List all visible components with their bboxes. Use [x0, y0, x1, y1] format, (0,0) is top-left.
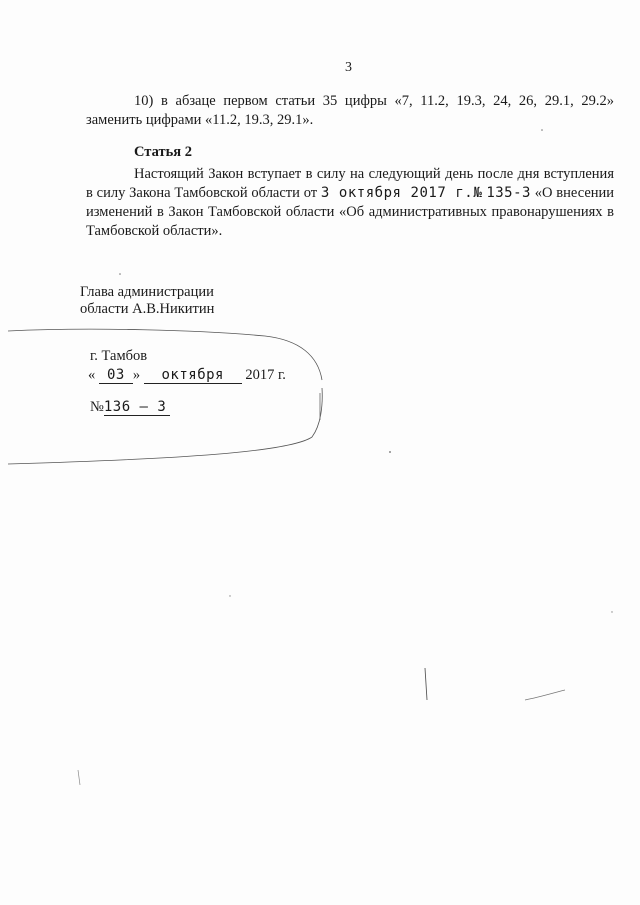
stamped-law-number: 135-З	[486, 185, 531, 201]
scan-dot	[229, 595, 230, 596]
city-name: г. Тамбов	[90, 348, 148, 364]
article-2-heading: Статья 2	[134, 144, 192, 160]
amendment-paragraph: 10) в абзаце первом статьи 35 цифры «7, 11.2, 19.3, 24, 26, 29.1, 29.2» заменить цифрами «11.2, 19.3, 29.1».	[86, 93, 614, 128]
stamped-law-date: 3 октября 2017 г.	[320, 185, 474, 201]
registration-number-value: 136 – З	[104, 399, 171, 416]
scan-mark	[78, 770, 80, 785]
scan-dot	[389, 451, 391, 453]
stamped-law-number-prefix: №	[473, 185, 483, 201]
date-year: 2017 г.	[245, 367, 286, 383]
scan-dot	[541, 129, 543, 131]
scan-mark	[525, 690, 565, 700]
article-2-text-after: «О внесении изменений в Закон Тамбовской области «Об административных правонарушениях в Тамбовской области».	[86, 185, 615, 239]
page-number: 3	[345, 60, 352, 75]
signature-title: Глава администрации	[80, 284, 214, 300]
scan-dot	[611, 611, 612, 612]
seal-outline-top	[8, 329, 322, 380]
seal-outline-bottom	[8, 388, 322, 464]
date-month: октября	[144, 367, 242, 384]
scan-dot	[119, 273, 121, 275]
signature-name: области А.В.Никитин	[80, 301, 215, 317]
date-open-quote: «	[88, 367, 96, 383]
registration-number-prefix: №	[90, 399, 104, 415]
date-close-quote: »	[132, 367, 141, 383]
article-2-text-before-date: Настоящий Закон вступает в силу на следующий день после дня вступления в силу Закона Тамбовской области от	[86, 166, 614, 201]
date-day: 03	[99, 367, 133, 384]
scan-mark	[425, 668, 427, 700]
